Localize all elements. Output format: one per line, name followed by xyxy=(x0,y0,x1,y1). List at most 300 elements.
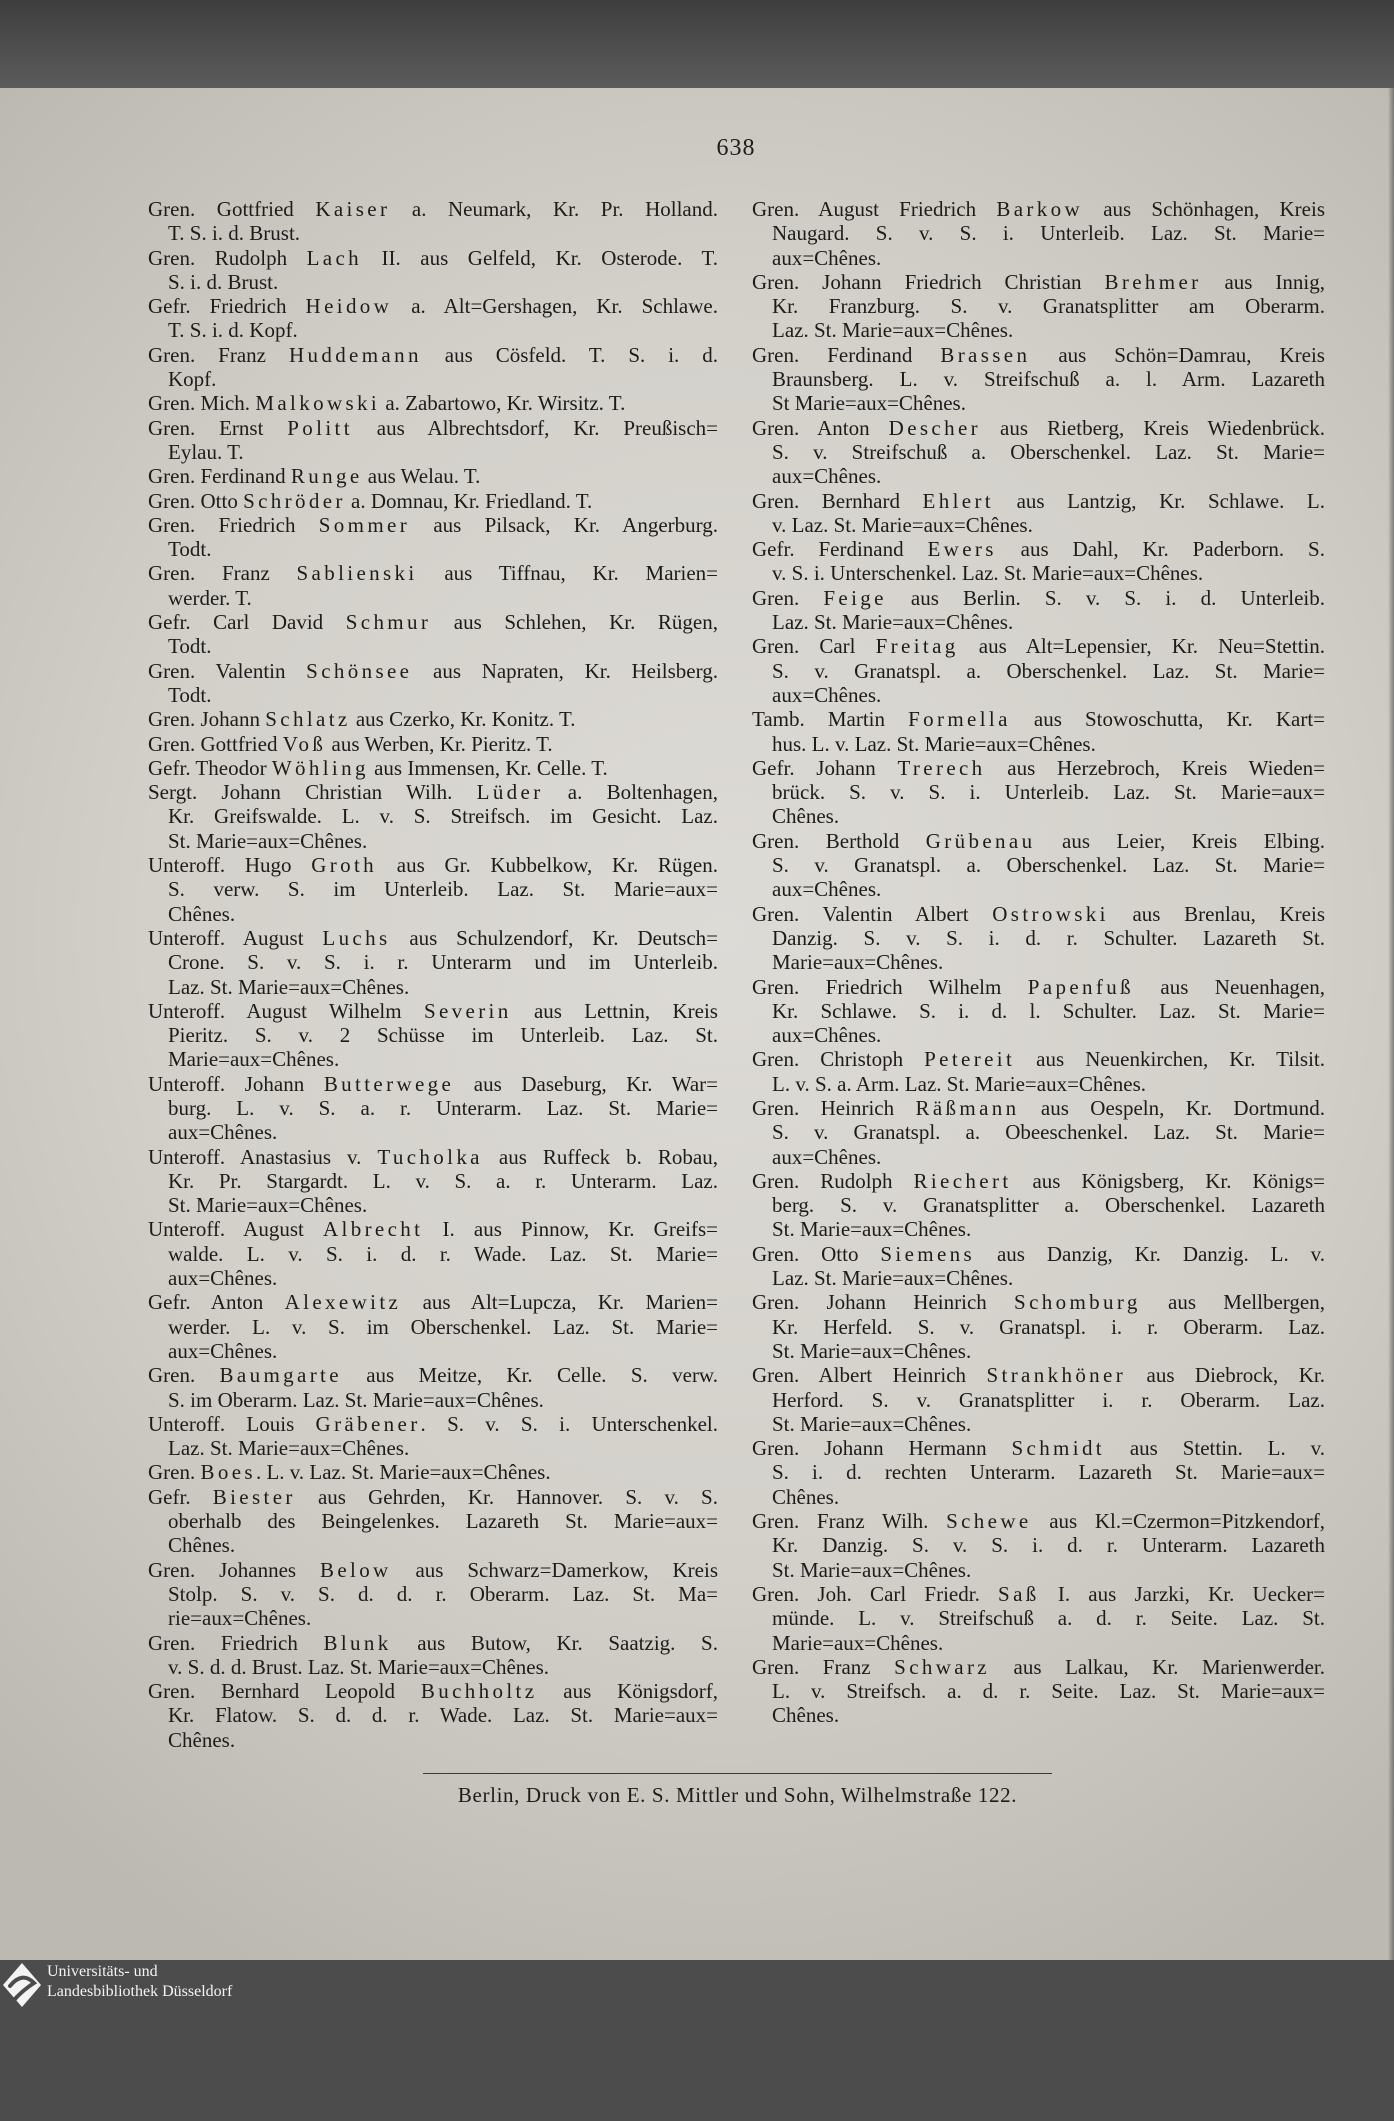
text-segment: Gren. Gottfried xyxy=(148,197,316,221)
text-segment: aus Mellbergen, xyxy=(1140,1290,1325,1315)
text-line xyxy=(148,1339,718,1363)
casualty-entry xyxy=(148,513,718,562)
casualty-entry xyxy=(752,537,1325,586)
person-surname: Strankhöner xyxy=(986,1363,1127,1388)
person-surname: Malkowski xyxy=(255,391,381,416)
text-line xyxy=(148,197,718,221)
text-segment: Gren. Friedrich xyxy=(148,1630,324,1655)
text-segment: St. Marie=aux=Chênes. xyxy=(772,1411,972,1436)
text-line xyxy=(148,1558,718,1582)
text-line xyxy=(148,1242,718,1266)
text-line xyxy=(752,1412,1325,1436)
text-segment: Gren. xyxy=(148,1460,201,1485)
person-surname: Schönsee xyxy=(306,658,413,683)
text-segment: Gren. Carl xyxy=(752,634,876,659)
text-line xyxy=(752,1266,1325,1290)
text-segment: Gren. Gottfried xyxy=(148,731,283,756)
text-line xyxy=(752,1193,1325,1217)
text-line xyxy=(752,1339,1325,1363)
left-column xyxy=(148,197,718,1752)
text-line xyxy=(752,586,1325,610)
text-line xyxy=(752,391,1325,415)
text-line xyxy=(752,270,1325,294)
text-segment: a. Boltenhagen, xyxy=(543,780,718,805)
text-line xyxy=(752,950,1325,974)
text-line xyxy=(148,1460,718,1484)
casualty-entry xyxy=(752,489,1325,538)
casualty-entry xyxy=(752,1509,1325,1582)
text-segment: Stolp. S. v. S. d. d. r. Oberarm. Laz. St. Ma= xyxy=(168,1581,718,1606)
text-segment: aux=Chênes. xyxy=(168,1266,278,1291)
text-line xyxy=(148,246,718,270)
casualty-entry xyxy=(148,1217,718,1290)
text-segment: münde. L. v. Streifschuß a. d. r. Seite. Laz. St. xyxy=(772,1606,1325,1631)
text-line xyxy=(148,513,718,537)
text-line xyxy=(148,1047,718,1071)
casualty-entry xyxy=(148,1072,718,1145)
page-number: 638 xyxy=(716,135,756,161)
text-line xyxy=(752,561,1325,585)
casualty-entry xyxy=(752,586,1325,635)
text-segment: Gren. Franz xyxy=(148,561,297,586)
text-segment: aus Schönhagen, Kreis xyxy=(1083,197,1325,221)
text-segment: S. v. Granatspl. a. Oberschenkel. Laz. St. Marie= xyxy=(772,853,1325,878)
text-segment: Gren. Franz xyxy=(148,342,289,367)
text-segment: Gren. Friedrich xyxy=(148,512,319,537)
casualty-entry xyxy=(148,926,718,999)
text-line xyxy=(148,853,718,877)
text-line xyxy=(148,440,718,464)
text-segment: Chênes. xyxy=(168,901,236,926)
text-segment: Gren. Ferdinand xyxy=(148,464,291,489)
text-line xyxy=(752,1558,1325,1582)
person-surname: Petereit xyxy=(924,1047,1016,1072)
person-surname: Schröder xyxy=(243,488,346,513)
person-surname: Boes xyxy=(200,1460,256,1485)
text-line xyxy=(148,1679,718,1703)
text-segment: Gren. Valentin xyxy=(148,658,307,683)
person-surname: Barkow xyxy=(996,197,1083,221)
casualty-entry xyxy=(148,659,718,708)
text-segment: aus Immensen, Kr. Celle. T. xyxy=(368,755,608,780)
text-segment: Unteroff. Hugo xyxy=(148,853,312,878)
text-line xyxy=(752,1023,1325,1047)
text-line xyxy=(752,780,1325,804)
text-segment: aus Schulzendorf, Kr. Deutsch= xyxy=(390,925,718,950)
casualty-entry xyxy=(148,1558,718,1631)
text-line xyxy=(148,561,718,585)
text-line xyxy=(148,294,718,318)
text-segment: I. aus Pinnow, Kr. Greifs= xyxy=(423,1217,719,1242)
person-surname: Schmidt xyxy=(1011,1436,1105,1461)
text-segment: Gren. Johann Hermann xyxy=(752,1436,1012,1461)
person-surname: Heidow xyxy=(305,294,393,319)
text-segment: walde. L. v. S. i. d. r. Wade. Laz. St. Marie= xyxy=(168,1241,718,1266)
person-surname: Alexewitz xyxy=(284,1290,402,1315)
text-line xyxy=(148,1509,718,1533)
text-line xyxy=(148,1533,718,1557)
text-line xyxy=(752,756,1325,780)
person-surname: Kaiser xyxy=(315,197,391,221)
text-segment: Gefr. xyxy=(148,1484,213,1509)
text-segment: aux=Chênes. xyxy=(772,682,882,707)
casualty-entry xyxy=(148,732,718,756)
person-surname: Schomburg xyxy=(1014,1290,1141,1315)
text-segment: I. aus Jarzki, Kr. Uecker= xyxy=(1039,1581,1325,1606)
person-surname: Butterwege xyxy=(323,1071,455,1096)
casualty-entry xyxy=(148,1412,718,1461)
library-logo-icon xyxy=(1,1960,43,2010)
casualty-entry xyxy=(752,1169,1325,1242)
scan-border-top xyxy=(0,0,1394,88)
text-segment: Gren. Franz Wilh. xyxy=(752,1509,947,1534)
text-segment: Marie=aux=Chênes. xyxy=(772,950,944,975)
text-line xyxy=(148,416,718,440)
library-watermark xyxy=(0,1958,300,2014)
text-segment: Gren. Johann Heinrich xyxy=(752,1290,1015,1315)
text-segment: aux=Chênes. xyxy=(772,464,882,489)
person-surname: Biester xyxy=(212,1484,296,1509)
library-name-line: Universitäts- und xyxy=(47,1963,158,1980)
text-line xyxy=(752,999,1325,1023)
text-segment: Chênes. xyxy=(772,1703,840,1728)
text-segment: Gren. Albert Heinrich xyxy=(752,1363,987,1388)
person-surname: Grübenau xyxy=(925,828,1036,853)
casualty-entry xyxy=(752,1242,1325,1291)
text-segment: aus Rietberg, Kreis Wiedenbrück. xyxy=(981,415,1325,440)
text-segment: T. S. i. d. Brust. xyxy=(168,221,301,246)
text-line xyxy=(148,1315,718,1339)
text-segment: aux=Chênes. xyxy=(168,1338,278,1363)
text-line xyxy=(148,1145,718,1169)
text-segment: Chênes. xyxy=(772,1484,840,1509)
casualty-entry xyxy=(148,1145,718,1218)
person-surname: Räßmann xyxy=(915,1095,1020,1120)
person-surname: Below xyxy=(319,1557,392,1582)
text-segment: Gren. xyxy=(148,1363,220,1388)
person-surname: Formella xyxy=(908,707,1011,732)
person-surname: Wöhling xyxy=(271,755,369,780)
text-segment: Kr. Flatow. S. d. d. r. Wade. Laz. St. Marie=aux= xyxy=(168,1703,718,1728)
text-segment: Todt. xyxy=(168,634,212,659)
text-line xyxy=(752,1509,1325,1533)
text-line xyxy=(752,659,1325,683)
text-segment: werder. L. v. S. im Oberschenkel. Laz. St. Marie= xyxy=(168,1314,718,1339)
text-line xyxy=(148,586,718,610)
casualty-entry xyxy=(752,197,1325,270)
text-line xyxy=(752,1047,1325,1071)
text-line xyxy=(148,1072,718,1096)
text-segment: Unteroff. August xyxy=(148,1217,323,1242)
person-surname: Groth xyxy=(311,853,378,878)
text-line xyxy=(752,1582,1325,1606)
text-segment: hus. L. v. Laz. St. Marie=aux=Chênes. xyxy=(772,731,1096,756)
casualty-entry xyxy=(148,1363,718,1412)
text-segment: St. Marie=aux=Chênes. xyxy=(772,1217,972,1242)
text-line xyxy=(752,1120,1325,1144)
casualty-entry xyxy=(148,391,718,415)
text-segment: Gren. Ferdinand xyxy=(752,342,941,367)
text-segment: aus Königsdorf, xyxy=(537,1679,718,1704)
text-line xyxy=(752,683,1325,707)
text-segment: aux=Chênes. xyxy=(772,245,882,270)
person-surname: Ewers xyxy=(927,537,997,562)
casualty-entry xyxy=(148,999,718,1072)
text-segment: Chênes. xyxy=(168,1727,236,1752)
casualty-entry xyxy=(148,610,718,659)
text-segment: Gren. Friedrich Wilhelm xyxy=(752,974,1028,999)
text-segment: aus Kl.=Czermon=Pitzkendorf, xyxy=(1031,1509,1325,1534)
text-segment: T. S. i. d. Kopf. xyxy=(168,318,298,343)
person-surname: Lüder xyxy=(476,780,544,805)
text-line xyxy=(752,294,1325,318)
text-line xyxy=(148,902,718,926)
text-segment: Eylau. T. xyxy=(168,439,244,464)
text-segment: Laz. St. Marie=aux=Chênes. xyxy=(772,1266,1014,1291)
text-segment: aus Werben, Kr. Pieritz. T. xyxy=(326,731,553,756)
text-line xyxy=(148,1728,718,1752)
text-line xyxy=(752,1242,1325,1266)
person-surname: Riechert xyxy=(913,1168,1012,1193)
text-segment: Gren. Berthold xyxy=(752,828,926,853)
text-segment: S. verw. S. im Unterleib. Laz. St. Marie=aux= xyxy=(168,877,718,902)
text-segment: Gefr. Carl David xyxy=(148,610,346,635)
text-segment: Crone. S. v. S. i. r. Unterarm und im Unterleib. xyxy=(168,950,718,975)
text-segment: S. v. Granatspl. a. Obeeschenkel. Laz. St. Marie= xyxy=(772,1120,1325,1145)
text-line xyxy=(148,1290,718,1314)
text-line xyxy=(752,1217,1325,1241)
text-line xyxy=(752,707,1325,731)
text-segment: aus Tiffnau, Kr. Marien= xyxy=(417,561,719,586)
casualty-entry xyxy=(148,1290,718,1363)
text-line xyxy=(752,343,1325,367)
text-segment: S. v. Granatspl. a. Oberschenkel. Laz. St. Marie= xyxy=(772,658,1325,683)
text-line xyxy=(148,1485,718,1509)
text-line xyxy=(752,902,1325,926)
person-surname: Buchholtz xyxy=(420,1679,538,1704)
text-line xyxy=(148,1120,718,1144)
text-segment: St Marie=aux=Chênes. xyxy=(772,391,966,416)
text-segment: Marie=aux=Chênes. xyxy=(772,1630,944,1655)
text-line xyxy=(148,1023,718,1047)
text-segment: Unteroff. August Wilhelm xyxy=(148,998,424,1023)
text-segment: Gren. Anton xyxy=(752,415,889,440)
text-segment: aus Schlehen, Kr. Rügen, xyxy=(431,610,718,635)
person-surname: Sablienski xyxy=(296,561,418,586)
person-surname: Feige xyxy=(823,585,887,610)
text-line xyxy=(752,1460,1325,1484)
text-line xyxy=(148,1193,718,1217)
text-line xyxy=(752,1169,1325,1193)
scan-border-right xyxy=(1388,88,1394,1960)
text-line xyxy=(752,1290,1325,1314)
text-segment: Gren. Johann Friedrich Christian xyxy=(752,269,1105,294)
text-line xyxy=(752,975,1325,999)
text-segment: aus Dahl, Kr. Paderborn. S. xyxy=(996,537,1325,562)
text-line xyxy=(148,780,718,804)
text-segment: aus Alt=Lupcza, Kr. Marien= xyxy=(401,1290,718,1315)
text-line xyxy=(148,610,718,634)
text-segment: S. i. d. rechten Unterarm. Lazareth St. Marie=aux= xyxy=(772,1460,1325,1485)
text-line xyxy=(148,877,718,901)
person-surname: Brassen xyxy=(940,342,1031,367)
text-segment: Danzig. S. v. S. i. d. r. Schulter. Lazareth St. xyxy=(772,925,1325,950)
text-line xyxy=(148,1436,718,1460)
casualty-entry xyxy=(148,1679,718,1752)
text-line xyxy=(148,732,718,756)
person-surname: Siemens xyxy=(880,1241,976,1266)
text-segment: aus Leier, Kreis Elbing. xyxy=(1035,828,1325,853)
text-segment: Kr. Danzig. S. v. S. i. d. r. Unterarm. Lazareth xyxy=(772,1533,1325,1558)
text-segment: aus Albrechtsdorf, Kr. Preußisch= xyxy=(352,415,718,440)
text-line xyxy=(148,464,718,488)
text-segment: Unteroff. August xyxy=(148,925,323,950)
text-segment: aus Berlin. S. v. S. i. d. Unterleib. xyxy=(886,585,1325,610)
person-surname: Runge xyxy=(290,464,363,489)
casualty-entry xyxy=(752,343,1325,416)
text-line xyxy=(752,221,1325,245)
text-line xyxy=(148,829,718,853)
text-segment: Laz. St. Marie=aux=Chênes. xyxy=(168,1436,410,1461)
text-line xyxy=(148,391,718,415)
text-segment: a. Neumark, Kr. Pr. Holland. xyxy=(390,197,718,221)
text-segment: werder. T. xyxy=(168,585,252,610)
person-surname: Luchs xyxy=(322,925,391,950)
text-segment: Tamb. Martin xyxy=(752,707,909,732)
text-line xyxy=(752,1485,1325,1509)
casualty-entry xyxy=(148,294,718,343)
text-segment: Kr. Greifswalde. L. v. S. Streifsch. im Gesicht. Laz. xyxy=(168,804,718,829)
text-segment: Unteroff. Anastasius v. xyxy=(148,1144,378,1169)
text-segment: v. Laz. St. Marie=aux=Chênes. xyxy=(772,512,1033,537)
text-segment: aus Lalkau, Kr. Marienwerder. xyxy=(989,1654,1326,1679)
casualty-entry xyxy=(752,975,1325,1048)
text-segment: Gren. Johannes xyxy=(148,1557,320,1582)
text-line xyxy=(148,926,718,950)
casualty-entry xyxy=(148,489,718,513)
text-segment: Gren. Rudolph xyxy=(148,245,307,270)
text-segment: Gren. Valentin Albert xyxy=(752,901,993,926)
casualty-entry xyxy=(148,707,718,731)
text-segment: aus Oespeln, Kr. Dortmund. xyxy=(1019,1095,1325,1120)
text-line xyxy=(752,829,1325,853)
casualty-entry xyxy=(752,902,1325,975)
casualty-entry xyxy=(148,756,718,780)
casualty-entry xyxy=(752,1655,1325,1728)
person-surname: Tucholka xyxy=(377,1144,483,1169)
casualty-entry xyxy=(148,1460,718,1484)
text-line xyxy=(148,975,718,999)
text-segment: Braunsberg. L. v. Streifschuß a. l. Arm. Lazareth xyxy=(772,367,1325,392)
text-segment: St. Marie=aux=Chênes. xyxy=(168,1193,368,1218)
casualty-entry xyxy=(752,756,1325,829)
casualty-entry xyxy=(148,343,718,392)
text-line xyxy=(148,318,718,342)
text-line xyxy=(752,1072,1325,1096)
text-line xyxy=(148,537,718,561)
text-segment: Gren. xyxy=(752,585,824,610)
text-segment: II. aus Gelfeld, Kr. Osterode. T. xyxy=(362,245,718,270)
text-segment: aus Gr. Kubbelkow, Kr. Rügen. xyxy=(377,853,718,878)
text-line xyxy=(752,537,1325,561)
text-segment: a. Alt=Gershagen, Kr. Schlawe. xyxy=(392,294,718,319)
text-segment: aus Pilsack, Kr. Angerburg. xyxy=(410,512,718,537)
person-surname: Schmur xyxy=(345,610,432,635)
text-segment: aus Gehrden, Kr. Hannover. S. v. S. xyxy=(295,1484,718,1509)
text-segment: aus Stowoschutta, Kr. Kart= xyxy=(1010,707,1325,732)
text-segment: a. Zabartowo, Kr. Wirsitz. T. xyxy=(380,391,626,416)
text-line xyxy=(148,1655,718,1679)
text-segment: Gren. Bernhard xyxy=(752,488,923,513)
text-segment: aus Welau. T. xyxy=(362,464,481,489)
text-segment: aus Diebrock, Kr. xyxy=(1126,1363,1325,1388)
person-surname: Gräbener xyxy=(315,1411,421,1436)
text-segment: Gren. Otto xyxy=(752,1241,881,1266)
text-line xyxy=(752,853,1325,877)
casualty-entry xyxy=(752,1582,1325,1655)
text-line xyxy=(148,1363,718,1387)
text-line xyxy=(148,1266,718,1290)
text-segment: oberhalb des Beingelenkes. Lazareth St. Marie=aux= xyxy=(168,1509,718,1534)
person-surname: Schlatz xyxy=(265,707,351,732)
text-segment: aus Lettnin, Kreis xyxy=(511,998,718,1023)
text-segment: aux=Chênes. xyxy=(772,1144,882,1169)
person-surname: Voß xyxy=(282,731,327,756)
text-line xyxy=(148,659,718,683)
text-segment: Pieritz. S. v. 2 Schüsse im Unterleib. Laz. St. xyxy=(168,1023,718,1048)
person-surname: Lach xyxy=(306,245,363,270)
text-segment: Gren. Otto xyxy=(148,488,244,513)
text-segment: aus Neuenhagen, xyxy=(1133,974,1325,999)
text-line xyxy=(752,1145,1325,1169)
text-line xyxy=(752,197,1325,221)
text-segment: S. im Oberarm. Laz. St. Marie=aux=Chênes. xyxy=(168,1387,544,1412)
person-surname: Huddemann xyxy=(288,342,422,367)
text-segment: rie=aux=Chênes. xyxy=(168,1606,312,1631)
text-line xyxy=(752,489,1325,513)
text-segment: Kr. Franzburg. S. v. Granatsplitter am Oberarm. xyxy=(772,294,1325,319)
text-segment: aus Napraten, Kr. Heilsberg. xyxy=(412,658,718,683)
text-line xyxy=(148,1169,718,1193)
person-surname: Blunk xyxy=(323,1630,392,1655)
text-line xyxy=(752,732,1325,756)
text-segment: Todt. xyxy=(168,537,212,562)
text-segment: Gefr. Ferdinand xyxy=(752,537,928,562)
text-segment: Gefr. Anton xyxy=(148,1290,285,1315)
text-segment: aus Königsberg, Kr. Königs= xyxy=(1011,1168,1325,1193)
imprint-rule xyxy=(423,1773,1052,1774)
text-segment: L. v. Streifsch. a. d. r. Seite. Laz. St. Marie=aux= xyxy=(772,1679,1325,1704)
text-segment: burg. L. v. S. a. r. Unterarm. Laz. St. Marie= xyxy=(168,1095,718,1120)
text-line xyxy=(752,1096,1325,1120)
text-segment: St. Marie=aux=Chênes. xyxy=(772,1338,972,1363)
text-segment: Gren. Johann xyxy=(148,707,266,732)
text-line xyxy=(752,1436,1325,1460)
text-segment: Naugard. S. v. S. i. Unterleib. Laz. St. Marie= xyxy=(772,221,1325,246)
text-segment: Gren. Joh. Carl Friedr. xyxy=(752,1581,999,1606)
text-segment: aus Schwarz=Damerkow, Kreis xyxy=(391,1557,719,1582)
casualty-entry xyxy=(148,246,718,295)
casualty-entry xyxy=(148,1485,718,1558)
text-segment: v. S. i. Unterschenkel. Laz. St. Marie=aux=Chênes. xyxy=(772,561,1204,586)
casualty-entry xyxy=(148,780,718,853)
text-segment: Kr. Herfeld. S. v. Granatspl. i. r. Oberarm. Laz. xyxy=(772,1314,1325,1339)
casualty-entry xyxy=(752,707,1325,756)
text-line xyxy=(752,634,1325,658)
text-segment: Gren. Mich. xyxy=(148,391,256,416)
text-line xyxy=(148,343,718,367)
person-surname: Descher xyxy=(888,415,981,440)
